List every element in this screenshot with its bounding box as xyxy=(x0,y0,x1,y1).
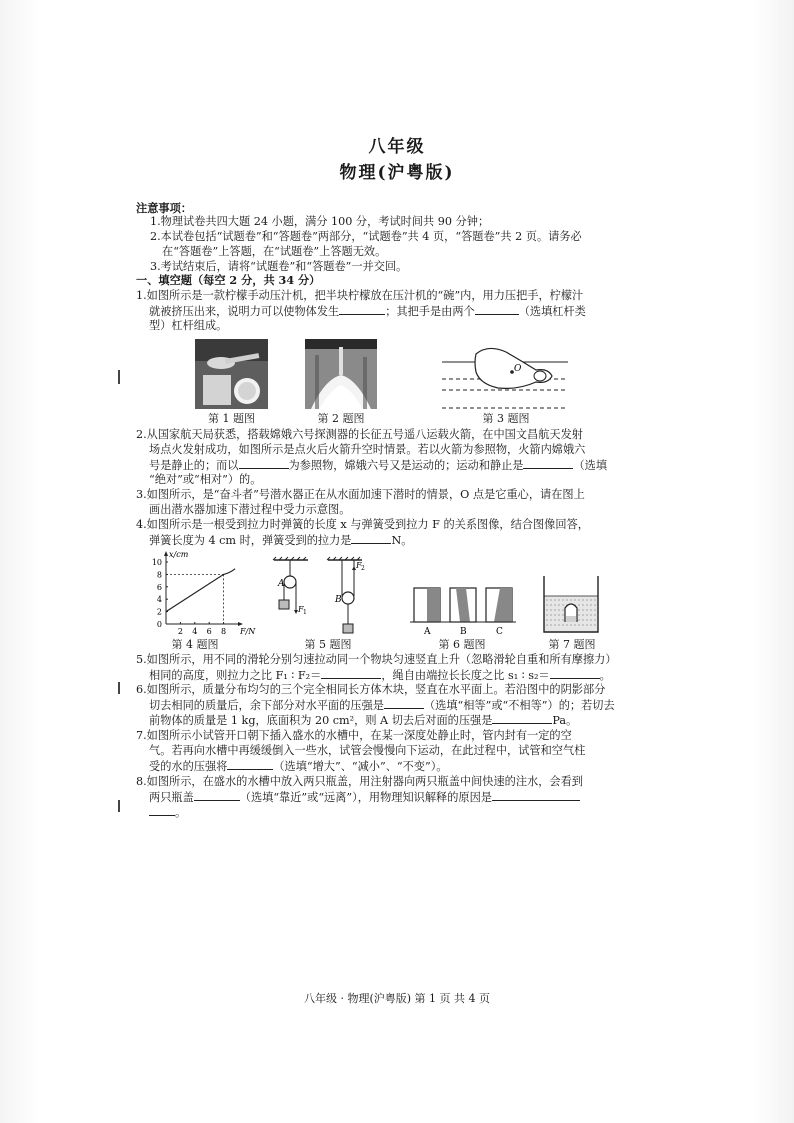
rocket-launch-illustration xyxy=(305,339,377,409)
pulley-a-label: A xyxy=(278,579,285,589)
question-5-line: 5.如图所示，用不同的滑轮分别匀速拉动同一个物块匀速竖直上升（忽略滑轮自重和所有摩擦力） xyxy=(136,653,617,666)
x-axis-arrow xyxy=(238,622,243,626)
spring-length-chart xyxy=(140,540,256,636)
pulley-diagram xyxy=(272,556,364,636)
answer-blank[interactable] xyxy=(550,667,600,679)
water-tank-diagram xyxy=(540,574,602,636)
question-1-line: 就被挤压出来，说明力可以使物体发生 ；其把手是由两个 （选填杠杆类 xyxy=(149,305,586,318)
block-c-label: C xyxy=(496,627,503,637)
y-tick-label: 2 xyxy=(156,607,162,617)
series-line xyxy=(166,569,235,612)
answer-blank[interactable] xyxy=(227,758,273,770)
question-7-line: 受的水的压强将 （选填“增大”、“减小”、“不变”）。 xyxy=(149,760,448,773)
question-2-line: 场点火发射成功，如图所示是点火后火箭升空时情景。若以火箭为参照物，火箭内嫦娥六 xyxy=(149,443,586,456)
answer-blank[interactable] xyxy=(492,789,580,801)
figure-caption: 第 4 题图 xyxy=(171,638,219,651)
notes-item: 1.物理试卷共四大题 24 小题，满分 100 分，考试时间共 90 分钟； xyxy=(150,215,490,228)
chart-axes xyxy=(164,550,256,636)
page-title-grade: 八年级 xyxy=(368,137,426,157)
figure-caption: 第 5 题图 xyxy=(304,638,352,651)
x-tick-label: 2 xyxy=(177,627,183,636)
x-tick-label: 8 xyxy=(221,627,227,636)
question-4-line: 4.如图所示是一根受到拉力时弹簧的长度 x 与弹簧受到拉力 F 的关系图像，结合图像回答， xyxy=(136,518,589,531)
margin-mark xyxy=(118,800,120,812)
y-tick-label: 6 xyxy=(156,582,162,592)
question-6-line: 前物体的质量是 1 kg，底面积为 20 cm²，则 A 切去后对面的压强是 Pa。 xyxy=(149,714,578,727)
pulley-b-label: B xyxy=(335,595,342,605)
figure-caption: 第 3 题图 xyxy=(482,412,530,425)
force-f1-subscript: 1 xyxy=(303,609,307,616)
answer-blank[interactable] xyxy=(351,532,391,544)
question-5-line: 相同的高度，则拉力之比 F₁ ∶ F₂＝ ，绳自由端拉长长度之比 s₁ ∶ s₂＝ 。 xyxy=(149,669,611,682)
question-1-line: 型）杠杆组成。 xyxy=(149,319,228,332)
y-axis-label: x/cm xyxy=(169,550,189,559)
answer-blank[interactable] xyxy=(384,697,424,709)
y-tick-label: 8 xyxy=(156,570,162,580)
section-heading: 一、填空题（每空 2 分，共 34 分） xyxy=(136,273,321,287)
answer-blank[interactable] xyxy=(339,303,385,315)
figure-caption: 第 2 题图 xyxy=(317,412,365,425)
y-axis-arrow xyxy=(164,551,168,556)
margin-mark xyxy=(118,370,120,384)
figure-caption: 第 6 题图 xyxy=(438,638,486,651)
chart-series xyxy=(166,569,235,612)
question-2-line: 2.从国家航天局获悉，搭载嫦娥六号探测器的长征五号遥八运载火箭，在中国文昌航天发射 xyxy=(136,428,583,441)
question-7-line: 7.如图所示小试管开口朝下插入盛水的水槽中，在某一深度处静止时，管内封有一定的空 xyxy=(136,729,572,742)
force-f2-subscript: 2 xyxy=(361,565,365,572)
answer-blank[interactable] xyxy=(321,667,381,679)
question-6-line: 6.如图所示，质量分布均匀的三个完全相同长方体木块，竖直在水平面上。若沿图中的阴影部分 xyxy=(136,683,606,696)
notes-item: 在“答题卷”上答题，在“试题卷”上答题无效。 xyxy=(162,245,387,258)
notes-item: 2.本试卷包括“试题卷”和“答题卷”两部分，“试题卷”共 4 页，“答题卷”共 2 页。请务必 xyxy=(150,230,582,243)
y-tick-label: 4 xyxy=(156,595,162,605)
chart-guides xyxy=(166,574,224,624)
question-7-line: 气。若再向水槽中再缓缓倒入一些水，试管会慢慢向下运动，在此过程中，试管和空气柱 xyxy=(149,744,586,757)
y-tick-label: 10 xyxy=(151,558,162,567)
force-f1-label: F xyxy=(298,605,304,614)
question-1-line: 1.如图所示是一款柠檬手动压汁机，把半块柠檬放在压汁机的“碗”内，用力压把手，柠檬汁 xyxy=(136,289,584,302)
wooden-blocks-diagram xyxy=(410,584,516,636)
question-3-line: 画出潜水器加速下潜过程中受力示意图。 xyxy=(149,503,351,516)
page-footer: 八年级 · 物理(沪粤版) 第 1 页 共 4 页 xyxy=(303,992,491,1005)
question-4-line: 弹簧长度为 4 cm 时，弹簧受到的拉力是 N。 xyxy=(149,534,413,547)
block-a-label: A xyxy=(424,627,431,637)
center-of-gravity-label: O xyxy=(514,364,522,374)
question-8-line: 两只瓶盖 （选填“靠近”或“远离”），用物理知识解释的原因是 xyxy=(149,789,580,806)
answer-blank[interactable] xyxy=(523,457,573,469)
notes-heading: 注意事项： xyxy=(136,201,192,215)
question-3-line: 3.如图所示，是“奋斗者”号潜水器正在从水面加速下潜时的情景，O 点是它重心，请在图上 xyxy=(136,488,585,501)
notes-item: 3.考试结束后，请将“试题卷”和“答题卷”一并交回。 xyxy=(150,260,408,273)
question-8-line: 。 xyxy=(149,804,186,821)
question-2-line: 号是静止的；而以 为参照物，嫦娥六号又是运动的；运动和静止是 （选填 xyxy=(149,459,608,472)
question-6-line: 切去相同的质量后，余下部分对水平面的压强是 （选填“相等”或“不相等”）的；若切去 xyxy=(149,699,615,712)
answer-blank[interactable] xyxy=(492,712,552,724)
answer-blank[interactable] xyxy=(239,457,289,469)
rocket-launch-photo xyxy=(305,339,377,409)
question-2-line: “绝对”或“相对”）的。 xyxy=(149,473,262,486)
x-tick-label: 6 xyxy=(206,627,212,636)
x-axis-label: F/N xyxy=(240,627,256,636)
figure-caption: 第 7 题图 xyxy=(548,638,596,651)
page-title-subject: 物理(沪粤版) xyxy=(339,163,455,183)
y-tick-label: 0 xyxy=(156,620,162,629)
x-tick-label: 4 xyxy=(192,627,198,636)
submersible-diagram xyxy=(440,338,570,410)
force-f2-label: F xyxy=(356,561,362,570)
lemon-squeezer-illustration xyxy=(195,339,268,409)
question-8-line: 8.如图所示，在盛水的水槽中放入两只瓶盖，用注射器向两只瓶盖中间快速的注水，会看到 xyxy=(136,775,583,788)
answer-blank[interactable] xyxy=(194,789,240,801)
margin-mark xyxy=(118,682,120,694)
block-b-label: B xyxy=(460,627,467,637)
answer-blank[interactable] xyxy=(149,804,175,816)
answer-blank[interactable] xyxy=(475,303,519,315)
lemon-squeezer-photo xyxy=(195,339,268,409)
figure-caption: 第 1 题图 xyxy=(208,412,255,425)
